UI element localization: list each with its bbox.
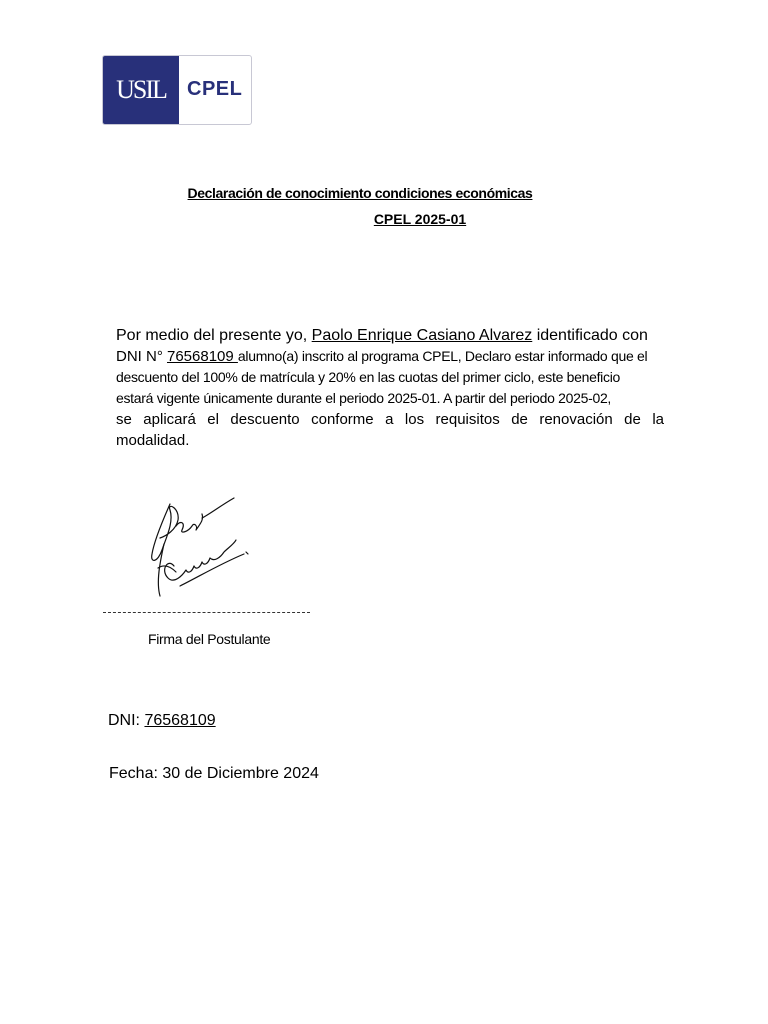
logo-mark-block — [103, 56, 179, 125]
paragraph-line-1 — [116, 325, 664, 346]
document-subtitle: CPEL 2025-01 — [373, 211, 467, 227]
identified-text: identificado con — [532, 327, 648, 344]
student-name: Paolo Enrique Casiano Alvarez — [311, 327, 533, 344]
handwritten-signature — [140, 492, 258, 604]
logo-brand-text: CPEL — [187, 78, 243, 100]
dni-value: 76568109 — [144, 712, 216, 729]
paragraph-line-2 — [116, 346, 664, 367]
declaration-paragraph — [116, 325, 664, 451]
intro-text: Por medio del presente yo, — [116, 327, 312, 344]
document-title: Declaración de conocimiento condiciones económicas — [187, 185, 533, 201]
paragraph-line-5: se aplicará el descuento conforme a los requisitos de renovación de la — [116, 411, 664, 428]
dni-label: DNI: — [108, 712, 145, 729]
paragraph-line-6: modalidad. — [116, 432, 190, 449]
date-field: Fecha: 30 de Diciembre 2024 — [109, 765, 319, 782]
usil-cpel-logo — [102, 55, 252, 125]
dni-field — [108, 712, 216, 730]
usil-logo-mark: USIL — [116, 75, 166, 104]
signature-label: Firma del Postulante — [148, 631, 271, 647]
signature-line — [103, 612, 310, 613]
line2-rest: alumno(a) inscrito al programa CPEL, Declaro estar informado que el — [237, 348, 648, 364]
dni-number-inline: 76568109 — [167, 348, 238, 365]
dni-prefix: DNI N° — [116, 348, 167, 365]
paragraph-line-4: estará vigente únicamente durante el periodo 2025-01. A partir del periodo 2025-02, — [116, 390, 612, 406]
paragraph-line-3: descuento del 100% de matrícula y 20% en las cuotas del primer ciclo, este beneficio — [116, 369, 620, 385]
